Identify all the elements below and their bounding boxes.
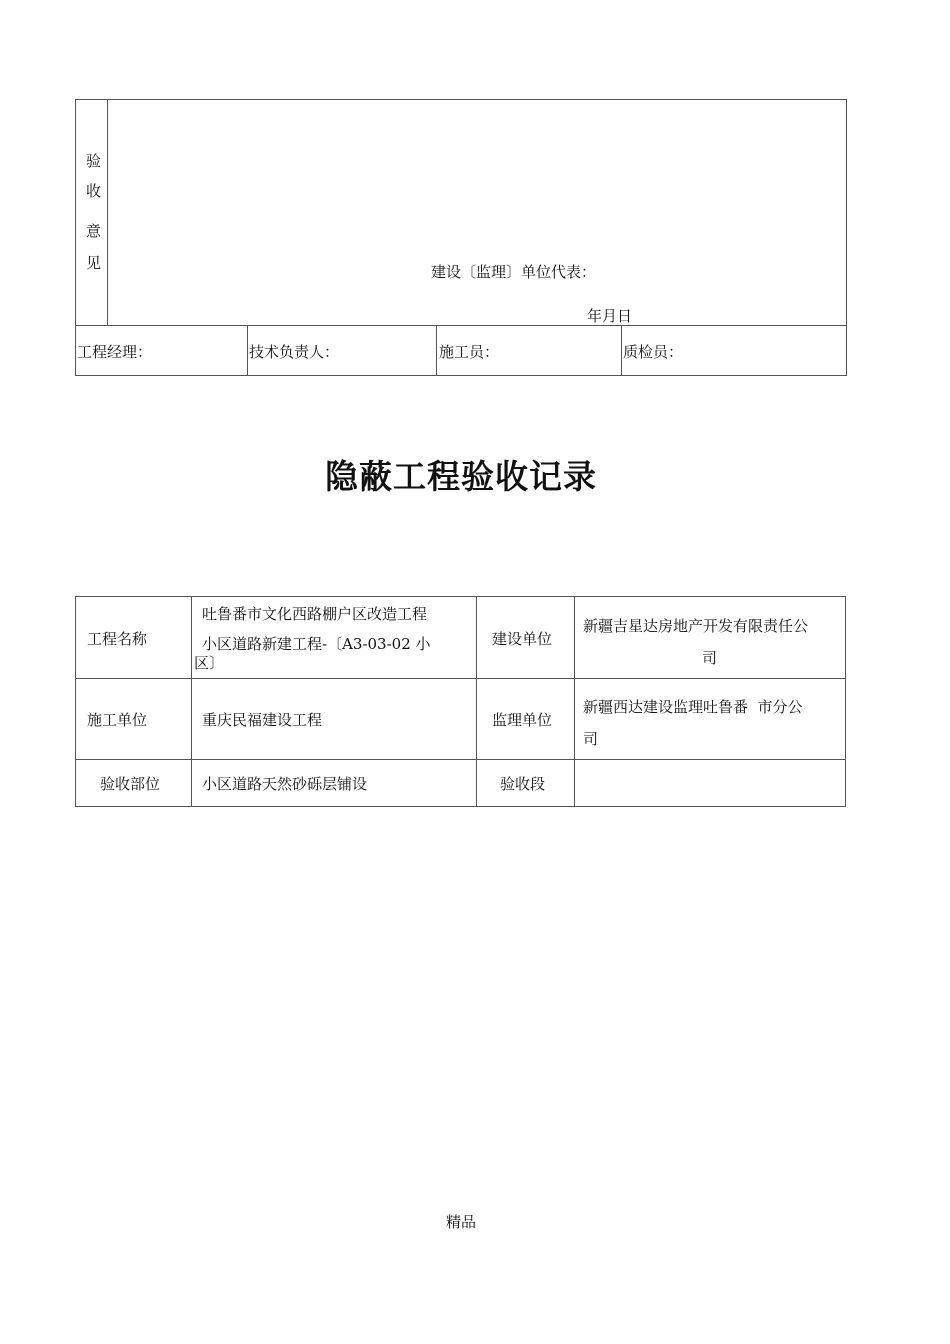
tech-lead-label: 技术负责人： — [249, 343, 340, 361]
owner-unit-label: 建设单位 — [492, 630, 553, 648]
side-label-char-1: 验 — [86, 152, 102, 170]
project-name-label: 工程名称 — [87, 630, 148, 648]
side-label-char-2: 收 — [86, 182, 102, 200]
side-label-char-3: 意 — [86, 222, 102, 240]
supervisor-value-line1: 新疆西达建设监理吐鲁番 市分公 — [583, 698, 803, 716]
project-name-value-line1: 吐鲁番市文化西路棚户区改造工程 — [202, 605, 428, 623]
acceptance-section-label: 验收段 — [500, 775, 546, 793]
acceptance-part-label: 验收部位 — [100, 775, 161, 793]
supervisor-value-line2: 司 — [583, 730, 599, 748]
quality-inspector-label: 质检员： — [623, 343, 684, 361]
owner-unit-value-line2: 司 — [702, 649, 718, 667]
project-manager-label: 工程经理： — [77, 343, 153, 361]
construction-worker-label: 施工员： — [439, 343, 500, 361]
representative-label: 建设〔监理〕单位代表： — [431, 263, 597, 281]
page-title: 隐蔽工程验收记录 — [325, 457, 597, 496]
project-name-value-line3: 区〕 — [194, 654, 225, 672]
supervisor-label: 监理单位 — [492, 711, 553, 729]
footer-text: 精品 — [445, 1213, 476, 1231]
owner-unit-value-line1: 新疆吉星达房地产开发有限责任公 — [583, 617, 809, 635]
contractor-label: 施工单位 — [87, 711, 148, 729]
side-label-char-4: 见 — [86, 254, 102, 272]
contractor-value: 重庆民福建设工程 — [202, 711, 323, 729]
project-name-value-line2: 小区道路新建工程-〔A3-03-02 小 — [202, 635, 431, 653]
date-label: 年月日 — [587, 307, 633, 325]
acceptance-part-value: 小区道路天然砂砾层铺设 — [202, 775, 368, 793]
